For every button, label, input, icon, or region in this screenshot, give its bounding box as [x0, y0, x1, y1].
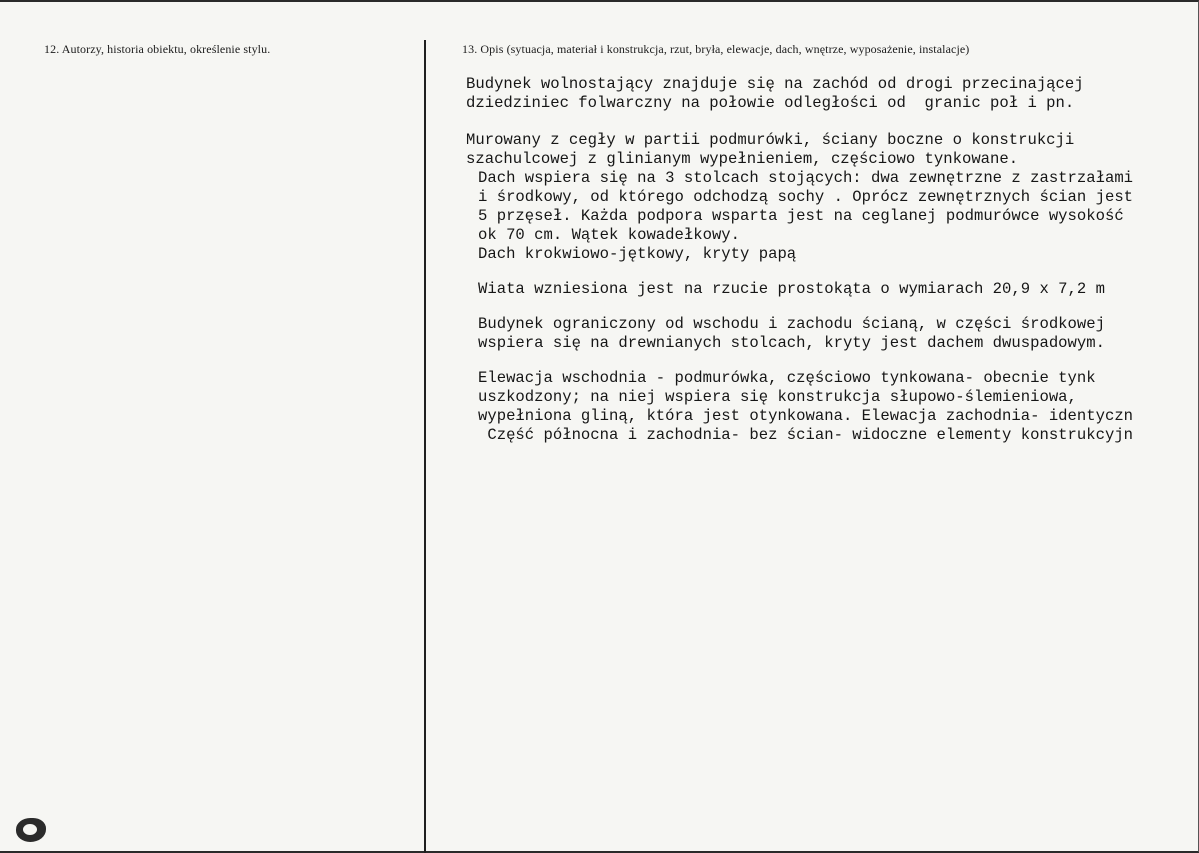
paragraph-dimensions — [466, 280, 1196, 299]
paragraph-location — [466, 75, 1196, 113]
paragraph-roof-structure — [466, 169, 1196, 264]
text-line: Murowany z cegły w partii podmurówki, ściany boczne o konstrukcji — [466, 131, 1075, 149]
text-line: Elewacja wschodnia - podmurówka, częściowo tynkowana- obecnie tynk — [478, 369, 1096, 387]
field-12-label: 12. Autorzy, historia obiektu, określenie stylu. — [44, 42, 271, 56]
text-line: Wiata wzniesiona jest na rzucie prostokąta o wymiarach 20,9 x 7,2 m — [478, 280, 1105, 298]
text-line: Dach krokwiowo-jętkowy, kryty papą — [478, 245, 797, 263]
text-line: Część północna i zachodnia- bez ścian- widoczne elementy konstrukcyjn — [478, 426, 1134, 444]
text-line: ok 70 cm. Wątek kowadełkowy. — [478, 226, 741, 244]
text-line: dziedziniec folwarczny na połowie odległości od granic poł i pn. — [466, 94, 1075, 112]
paragraph-materials — [466, 131, 1196, 169]
text-line: Budynek wolnostający znajduje się na zachód od drogi przecinającej — [466, 75, 1084, 93]
text-line: i środkowy, od którego odchodzą sochy . Oprócz zewnętrznych ścian jest — [478, 188, 1134, 206]
typed-description — [466, 75, 1196, 445]
column-divider — [424, 40, 426, 853]
text-line: uszkodzony; na niej wspiera się konstrukcja słupowo-ślemieniowa, — [478, 388, 1077, 406]
text-line: wypełniona gliną, która jest otynkowana. Elewacja zachodnia- identyczn — [478, 407, 1134, 425]
text-line: wspiera się na drewnianych stolcach, kryty jest dachem dwuspadowym. — [478, 334, 1105, 352]
paragraph-elevations — [466, 369, 1196, 445]
text-line: Dach wspiera się na 3 stolcach stojących: dwa zewnętrzne z zastrzałami — [478, 169, 1134, 187]
paragraph-walls — [466, 315, 1196, 353]
field-13-label: 13. Opis (sytuacja, materiał i konstrukcja, rzut, bryła, elewacje, dach, wnętrze, wyposażenie, instalacje) — [462, 42, 970, 56]
text-line: Budynek ograniczony od wschodu i zachodu ścianą, w części środkowej — [478, 315, 1105, 333]
text-line: szachulcowej z glinianym wypełnieniem, częściowo tynkowane. — [466, 150, 1019, 168]
text-line: 5 przęseł. Każda podpora wsparta jest na ceglanej podmurówce wysokość — [478, 207, 1124, 225]
